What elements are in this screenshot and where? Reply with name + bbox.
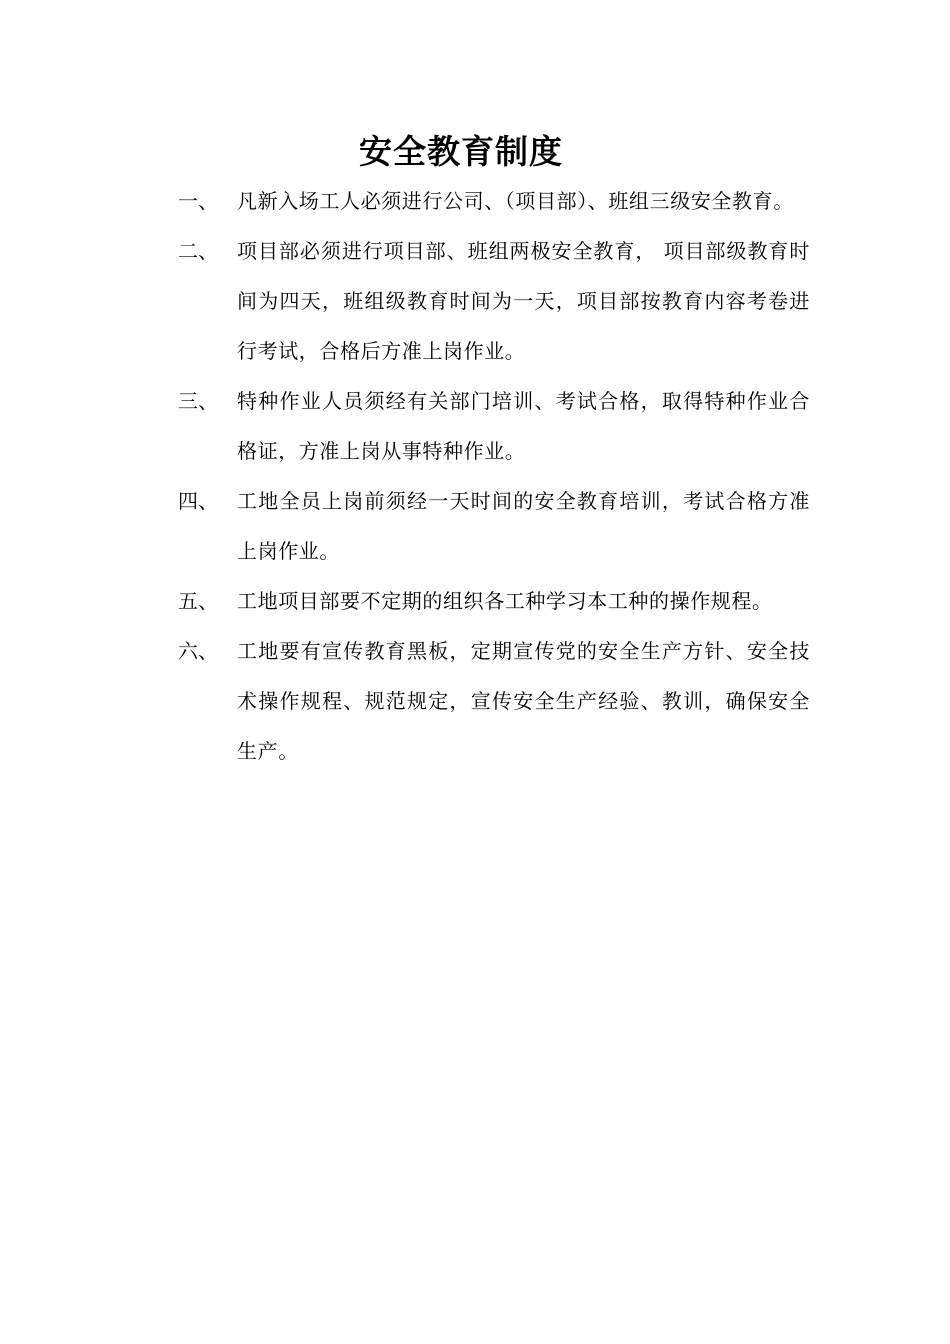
item-text: 工地全员上岗前须经一天时间的安全教育培训，考试合格方准上岗作业。 bbox=[237, 489, 810, 563]
list-item bbox=[178, 176, 810, 226]
item-text: 凡新入场工人必须进行公司、（项目部）、班组三级安全教育。 bbox=[237, 189, 794, 213]
item-number: 一、 bbox=[178, 189, 218, 213]
document-title: 安全教育制度 bbox=[359, 132, 563, 171]
list-item bbox=[178, 476, 810, 576]
item-number: 五、 bbox=[178, 589, 218, 613]
item-text: 工地项目部要不定期的组织各工种学习本工种的操作规程。 bbox=[237, 589, 773, 613]
item-number: 六、 bbox=[178, 639, 218, 663]
list-item bbox=[178, 576, 810, 626]
list-item bbox=[178, 626, 810, 776]
item-text: 项目部必须进行项目部、班组两极安全教育， 项目部级教育时间为四天，班组级教育时间为一天，项目部按教育内容考卷进行考试，合格后方准上岗作业。 bbox=[237, 239, 810, 363]
item-text: 特种作业人员须经有关部门培训、考试合格，取得特种作业合格证，方准上岗从事特种作业。 bbox=[237, 389, 810, 463]
item-number: 三、 bbox=[178, 389, 218, 413]
item-number: 四、 bbox=[178, 489, 218, 513]
list-item bbox=[178, 376, 810, 476]
rules-list bbox=[178, 176, 810, 776]
item-text: 工地要有宣传教育黑板，定期宣传党的安全生产方针、安全技术操作规程、规范规定，宣传安全生产经验、教训，确保安全生产。 bbox=[237, 639, 810, 763]
list-item bbox=[178, 226, 810, 376]
item-number: 二、 bbox=[178, 239, 218, 263]
